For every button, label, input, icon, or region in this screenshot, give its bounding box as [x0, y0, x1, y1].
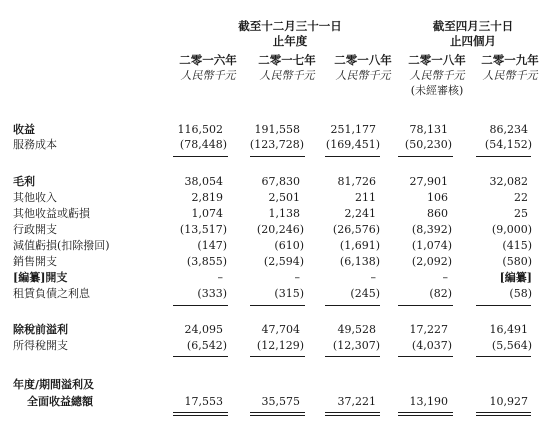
- cell-other-gains-2018-4m: 860: [427, 207, 448, 220]
- cell-impairment-2016: (147): [197, 239, 227, 252]
- cell-other-gains-2019-4m: 25: [514, 207, 528, 220]
- cell-lease-2018-4m: (82): [429, 287, 452, 300]
- row-label-cost-of-services: 服務成本: [13, 138, 57, 151]
- col-unit-2: 人民幣千元: [259, 69, 315, 82]
- double-rule-bottom-col3: [325, 415, 380, 416]
- cell-selling-2018: (6,138): [339, 255, 380, 268]
- cell-revenue-2019-4m: 86,234: [489, 123, 528, 136]
- cell-admin-2018: (26,576): [332, 223, 380, 236]
- rule-total-col2: [250, 356, 305, 357]
- cell-impairment-2017: (610): [274, 239, 304, 252]
- cell-cost-2019-4m: (54,152): [484, 138, 532, 151]
- cell-total-2016: 17,553: [184, 395, 223, 408]
- cell-tax-2017: (12,129): [256, 339, 304, 352]
- rule-gross-profit-col1: [173, 156, 228, 157]
- rule-pbt-col5: [476, 305, 531, 306]
- rule-gross-profit-col5: [476, 156, 531, 157]
- double-rule-bottom-col1: [173, 415, 228, 416]
- row-label-other-income: 其他收入: [13, 191, 57, 204]
- cell-pbt-2018-4m: 17,227: [409, 323, 448, 336]
- cell-admin-2018-4m: (8,392): [411, 223, 452, 236]
- rule-pbt-col2: [250, 305, 305, 306]
- row-label-other-gains-losses: 其他收益或虧損: [13, 207, 90, 220]
- cell-revenue-2016: 116,502: [177, 123, 223, 136]
- cell-revenue-2018-4m: 78,131: [409, 123, 448, 136]
- row-label-profit-before-tax: 除稅前溢利: [13, 323, 68, 336]
- cell-redacted-2018: –: [370, 271, 376, 284]
- rule-total-col3: [325, 356, 380, 357]
- rule-total-col5: [476, 356, 531, 357]
- col-header-year-1: 二零一六年: [179, 53, 237, 67]
- cell-selling-2018-4m: (2,092): [411, 255, 452, 268]
- cell-pbt-2016: 24,095: [184, 323, 223, 336]
- cell-redacted-2017: –: [294, 271, 300, 284]
- cell-gross-2018-4m: 27,901: [409, 175, 448, 188]
- rule-gross-profit-col3: [325, 156, 380, 157]
- cell-tax-2016: (6,542): [186, 339, 227, 352]
- double-rule-bottom-col2: [250, 415, 305, 416]
- row-label-gross-profit: 毛利: [13, 175, 35, 188]
- cell-other-income-2019-4m: 22: [514, 191, 528, 204]
- double-rule-top-col5: [476, 412, 531, 413]
- rule-gross-profit-col4: [398, 156, 453, 157]
- cell-other-gains-2017: 1,138: [268, 207, 300, 220]
- row-label-impairment: 減值虧損(扣除撥回): [13, 239, 110, 252]
- cell-revenue-2018: 251,177: [330, 123, 376, 136]
- cell-gross-2016: 38,054: [184, 175, 223, 188]
- cell-selling-2019-4m: (580): [502, 255, 532, 268]
- row-label-revenue: 收益: [13, 123, 35, 136]
- row-label-profit-line1: 年度/期間溢利及: [13, 378, 95, 391]
- double-rule-bottom-col4: [398, 415, 453, 416]
- cell-tax-2018-4m: (4,037): [411, 339, 452, 352]
- col-header-year-4: 二零一八年: [408, 53, 466, 67]
- cell-tax-2019-4m: (5,564): [491, 339, 532, 352]
- cell-selling-2017: (2,594): [263, 255, 304, 268]
- group-header-four-months: 截至四月三十日: [432, 19, 514, 33]
- rule-total-col4: [398, 356, 453, 357]
- cell-other-gains-2016: 1,074: [191, 207, 223, 220]
- row-label-admin-expenses: 行政開支: [13, 223, 57, 236]
- col-unit-5: 人民幣千元: [482, 69, 538, 82]
- cell-admin-2019-4m: (9,000): [491, 223, 532, 236]
- col-unaudited-note: (未經審核): [410, 84, 464, 97]
- rule-total-col1: [173, 356, 228, 357]
- cell-lease-2016: (333): [197, 287, 227, 300]
- cell-gross-2018: 81,726: [337, 175, 376, 188]
- row-label-total-comprehensive-income: 全面收益總額: [27, 395, 93, 408]
- col-header-year-5: 二零一九年: [481, 53, 539, 67]
- cell-impairment-2019-4m: (415): [502, 239, 532, 252]
- col-unit-3: 人民幣千元: [335, 69, 391, 82]
- cell-other-income-2017: 2,501: [268, 191, 300, 204]
- cell-gross-2019-4m: 32,082: [489, 175, 528, 188]
- row-label-lease-interest: 租賃負債之利息: [13, 287, 90, 300]
- cell-selling-2016: (3,855): [186, 255, 227, 268]
- cell-admin-2016: (13,517): [179, 223, 227, 236]
- row-label-income-tax: 所得稅開支: [13, 339, 68, 352]
- cell-pbt-2019-4m: 16,491: [489, 323, 528, 336]
- cell-lease-2019-4m: (58): [509, 287, 532, 300]
- cell-total-2018-4m: 13,190: [409, 395, 448, 408]
- double-rule-top-col4: [398, 412, 453, 413]
- cell-cost-2016: (78,448): [179, 138, 227, 151]
- double-rule-top-col1: [173, 412, 228, 413]
- cell-impairment-2018-4m: (1,074): [411, 239, 452, 252]
- cell-lease-2017: (315): [274, 287, 304, 300]
- cell-redacted-2019-4m: [編纂]: [499, 271, 532, 284]
- row-label-selling-expenses: 銷售開支: [13, 255, 57, 268]
- cell-cost-2017: (123,728): [249, 138, 304, 151]
- cell-tax-2018: (12,307): [332, 339, 380, 352]
- double-rule-bottom-col5: [476, 415, 531, 416]
- rule-pbt-col3: [325, 305, 380, 306]
- cell-pbt-2017: 47,704: [261, 323, 300, 336]
- cell-total-2017: 35,575: [261, 395, 300, 408]
- col-header-year-2: 二零一七年: [258, 53, 316, 67]
- cell-lease-2018: (245): [350, 287, 380, 300]
- col-unit-1: 人民幣千元: [180, 69, 236, 82]
- cell-other-income-2018: 211: [355, 191, 376, 204]
- row-label-redacted-expenses: [編纂]開支: [13, 271, 68, 284]
- group-header-year-period: 止年度: [272, 34, 308, 48]
- col-unit-4: 人民幣千元: [409, 69, 465, 82]
- cell-impairment-2018: (1,691): [339, 239, 380, 252]
- cell-other-gains-2018: 2,241: [344, 207, 376, 220]
- rule-gross-profit-col2: [250, 156, 305, 157]
- cell-total-2019-4m: 10,927: [489, 395, 528, 408]
- cell-other-income-2018-4m: 106: [427, 191, 448, 204]
- cell-other-income-2016: 2,819: [191, 191, 223, 204]
- group-header-four-months-period: 止四個月: [450, 34, 496, 48]
- double-rule-top-col2: [250, 412, 305, 413]
- cell-pbt-2018: 49,528: [337, 323, 376, 336]
- rule-pbt-col1: [173, 305, 228, 306]
- cell-cost-2018: (169,451): [325, 138, 380, 151]
- double-rule-top-col3: [325, 412, 380, 413]
- cell-total-2018: 37,221: [337, 395, 376, 408]
- cell-revenue-2017: 191,558: [254, 123, 300, 136]
- group-header-year-end: 截至十二月三十一日: [238, 19, 342, 33]
- col-header-year-3: 二零一八年: [334, 53, 392, 67]
- cell-cost-2018-4m: (50,230): [404, 138, 452, 151]
- cell-admin-2017: (20,246): [256, 223, 304, 236]
- cell-redacted-2016: –: [217, 271, 223, 284]
- rule-pbt-col4: [398, 305, 453, 306]
- cell-redacted-2018-4m: –: [442, 271, 448, 284]
- cell-gross-2017: 67,830: [261, 175, 300, 188]
